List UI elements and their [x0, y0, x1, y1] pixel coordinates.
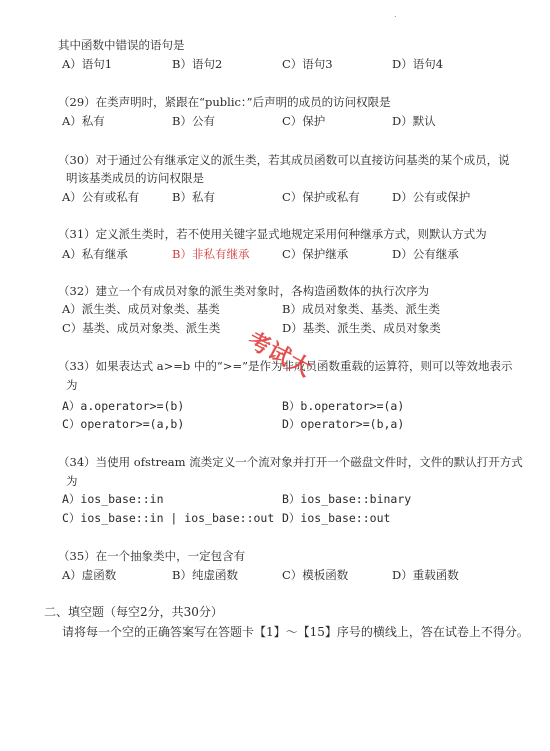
- q32-option-b: B）成员对象类、基类、派生类: [282, 302, 440, 316]
- q35-option-a: A）虚函数: [62, 568, 117, 582]
- q31-option-a: A）私有继承: [62, 247, 128, 261]
- q33-option-b: B）b.operator>=(a): [282, 399, 405, 413]
- q34-option-d: D）ios_base::out: [282, 511, 391, 525]
- q30-stem-line2: 明该基类成员的访问权限是: [66, 171, 204, 185]
- q32-option-d: D）基类、派生类、成员对象类: [282, 321, 441, 335]
- q34-option-b: B）ios_base::binary: [282, 492, 412, 506]
- q29-stem: （29）在类声明时，紧跟在“public：”后声明的成员的访问权限是: [58, 95, 391, 109]
- q31-stem: （31）定义派生类时，若不使用关键字显式地规定采用何种继承方式，则默认方式为: [58, 227, 487, 241]
- q29-option-c: C）保护: [282, 114, 326, 128]
- section-instruction: 请将每一个空的正确答案写在答题卡【1】～【15】序号的横线上，答在试卷上不得分。: [62, 625, 529, 639]
- q30-option-a: A）公有或私有: [62, 190, 140, 204]
- q35-stem: （35）在一个抽象类中，一定包含有: [58, 549, 246, 563]
- q31-option-d: D）公有继承: [392, 247, 459, 261]
- q28-option-d: D）语句4: [392, 57, 444, 71]
- q32-option-c: C）基类、成员对象类、派生类: [62, 321, 221, 335]
- q33-option-a: A）a.operator>=(b): [62, 399, 185, 413]
- q34-option-c: C）ios_base::in | ios_base::out: [62, 511, 275, 525]
- q29-option-b: B）公有: [172, 114, 215, 128]
- q34-stem-line1: （34）当使用 ofstream 流类定义一个流对象并打开一个磁盘文件时，文件的默认打开方式: [58, 455, 523, 469]
- q28-stem: 其中函数中错误的语句是: [58, 38, 185, 52]
- q33-stem-line2: 为: [66, 378, 78, 392]
- q29-option-a: A）私有: [62, 114, 105, 128]
- q28-option-a: A）语句1: [62, 57, 113, 71]
- q35-option-c: C）模板函数: [282, 568, 349, 582]
- q34-option-a: A）ios_base::in: [62, 492, 164, 506]
- section-heading: 二、填空题（每空2分，共30分）: [44, 605, 223, 619]
- q30-option-d: D）公有或保护: [392, 190, 471, 204]
- q33-stem-line1: （33）如果表达式 a>=b 中的“>=”是作为非成员函数重载的运算符，则可以等效地表示: [58, 359, 513, 373]
- q32-option-a: A）派生类、成员对象类、基类: [62, 302, 220, 316]
- q30-stem-line1: （30）对于通过公有继承定义的派生类，若其成员函数可以直接访问基类的某个成员，说: [58, 153, 510, 167]
- watermark-stamp: 考试大: [243, 328, 316, 383]
- q31-option-c: C）保护继承: [282, 247, 349, 261]
- q35-option-b: B）纯虚函数: [172, 568, 238, 582]
- q32-stem: （32）建立一个有成员对象的派生类对象时，各构造函数体的执行次序为: [58, 284, 430, 298]
- q35-option-d: D）重载函数: [392, 568, 459, 582]
- q33-option-c: C）operator>=(a,b): [62, 417, 185, 431]
- q31-option-b: B）非私有继承: [172, 247, 250, 261]
- q29-option-d: D）默认: [392, 114, 436, 128]
- q30-option-b: B）私有: [172, 190, 215, 204]
- q30-option-c: C）保护或私有: [282, 190, 360, 204]
- q28-option-c: C）语句3: [282, 57, 333, 71]
- q34-stem-line2: 为: [66, 474, 78, 488]
- q33-option-d: D）operator>=(b,a): [282, 417, 405, 431]
- top-mark: .: [394, 10, 397, 19]
- q28-option-b: B）语句2: [172, 57, 223, 71]
